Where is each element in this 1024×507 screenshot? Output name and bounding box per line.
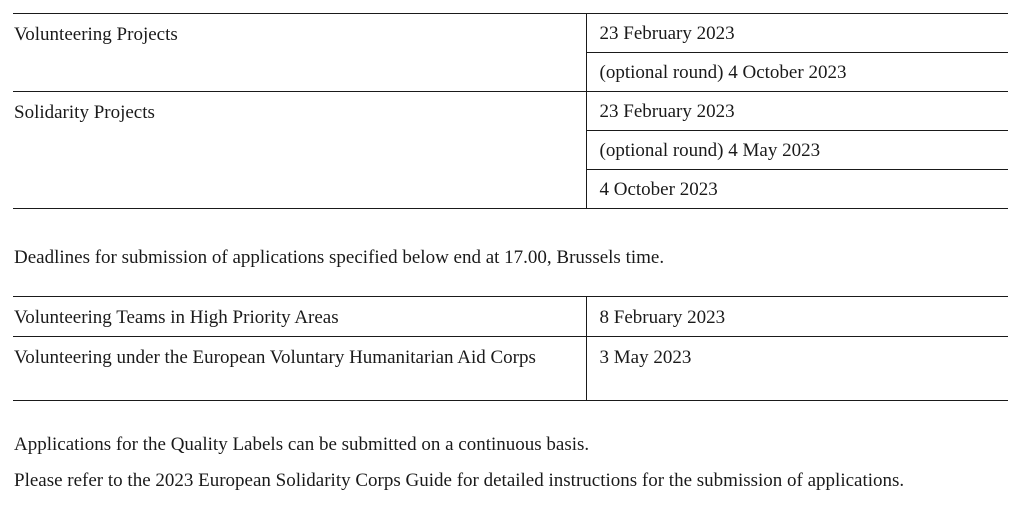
- date-cell: 23 February 2023: [599, 23, 735, 44]
- date-cell: 3 May 2023: [586, 337, 1008, 401]
- table-row: [13, 92, 1008, 131]
- guide-reference-note: Please refer to the 2023 European Solidarity Corps Guide for detailed instructions for the submission of applications.: [14, 470, 905, 491]
- date-cell: 4 October 2023: [586, 170, 1008, 209]
- table-row: [13, 337, 1008, 401]
- category-cell: Volunteering Projects: [13, 14, 586, 92]
- date-cell: (optional round) 4 October 2023: [586, 53, 1008, 92]
- deadline-note: Deadlines for submission of applications specified below end at 17.00, Brussels time.: [14, 247, 665, 268]
- date-cell: (optional round) 4 May 2023: [586, 131, 1008, 170]
- category-cell: Volunteering under the European Voluntary Humanitarian Aid Corps: [13, 337, 586, 401]
- table-row: [13, 297, 1008, 337]
- category-cell: Solidarity Projects: [13, 92, 586, 209]
- category-cell: Volunteering Teams in High Priority Areas: [13, 297, 586, 337]
- date-cell: 23 February 2023: [586, 92, 1008, 131]
- date-cell: 8 February 2023: [599, 307, 726, 328]
- deadlines-table-projects: [13, 13, 1008, 209]
- deadlines-table-volunteering: [13, 296, 1008, 401]
- table-row: [13, 14, 1008, 53]
- quality-labels-note: Applications for the Quality Labels can be submitted on a continuous basis.: [14, 434, 590, 455]
